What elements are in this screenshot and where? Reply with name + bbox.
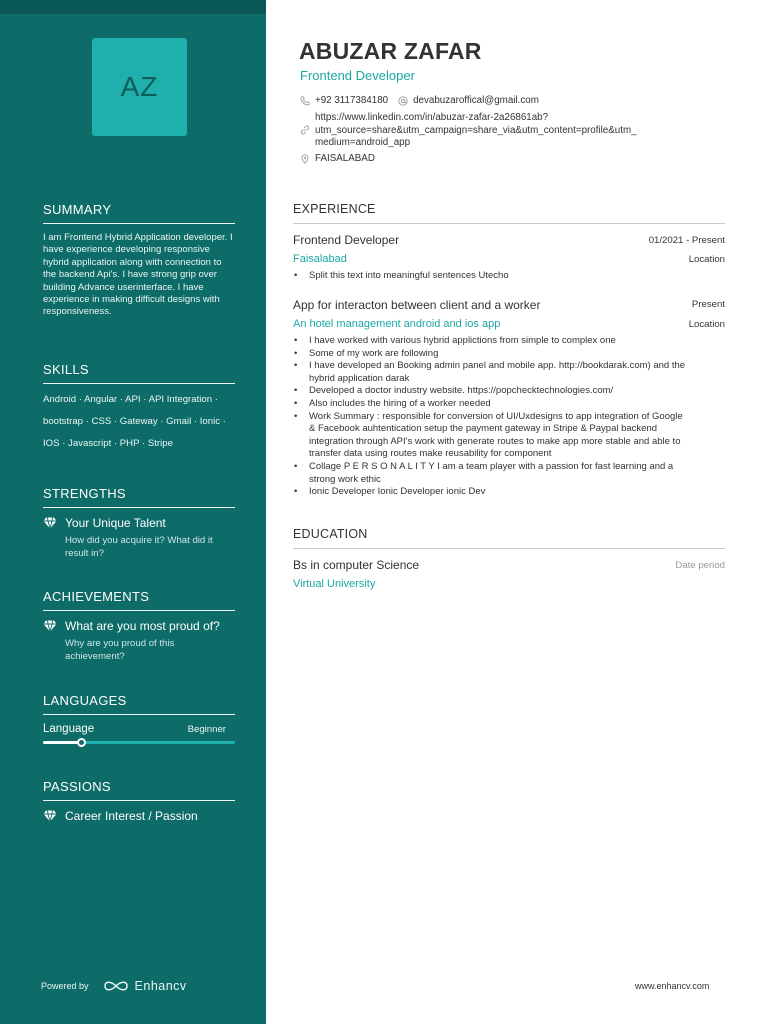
sidebar: [0, 0, 266, 1024]
powered-by-label: Powered by: [41, 981, 89, 991]
contact-linkedin: [300, 112, 637, 150]
bullet-line: • Developed a doctor industry website. https://popchecktechnologies.com/: [309, 385, 614, 397]
bullet-line: • Also includes the hiring of a worker needed: [309, 397, 491, 409]
enhancv-logo-text: Enhancv: [134, 979, 187, 993]
experience-title: EXPERIENCE: [293, 202, 725, 224]
linkedin-url-line: utm_source=share&utm_campaign=share_via&utm_content=profile&utm_: [315, 124, 637, 136]
strengths-title: STRENGTHS: [43, 486, 235, 508]
language-name: Language: [43, 723, 95, 735]
languages-title: LANGUAGES: [43, 693, 235, 715]
bullet-item: [293, 486, 725, 499]
skills-line: bootstrap · CSS · Gateway · Gmail · Ionic ·: [43, 416, 226, 427]
bullet-line: • Some of my work are following: [309, 347, 439, 359]
linkedin-url[interactable]: [315, 112, 637, 150]
contact-phone-email: [300, 95, 539, 106]
achievement-description: Why are you proud of this achievement?: [65, 638, 175, 662]
bullet-line: strong work ethic: [309, 473, 381, 485]
summary-title: SUMMARY: [43, 202, 235, 224]
experience-company: An hotel management android and ios app: [293, 318, 501, 330]
bullet-item: [293, 385, 725, 398]
bullet-item: [293, 411, 725, 461]
bullet-line: • I have worked with various hybrid applictions from simple to complex one: [309, 335, 616, 346]
bullet-line: hybrid application darak: [309, 372, 410, 384]
passion-item: [43, 809, 235, 823]
phone-icon: [300, 96, 310, 106]
diamond-icon: [43, 810, 57, 822]
skills-section: [43, 362, 235, 450]
candidate-role: Frontend Developer: [300, 68, 415, 83]
education-title: EDUCATION: [293, 527, 725, 549]
education-period: Date period: [675, 560, 725, 571]
link-icon: [300, 125, 310, 135]
passions-section: [43, 779, 235, 823]
enhancv-logo-icon: [103, 979, 129, 993]
contact-location: [300, 153, 375, 164]
bullet-item: [293, 360, 725, 385]
bullet-item: • Split this text into meaningful sentences Utecho: [293, 270, 725, 283]
bullet-line: • I have developed an Booking admin panel and mobile app. http://bookdarak.com) and the: [309, 360, 686, 372]
experience-company: Faisalabad: [293, 253, 347, 265]
strengths-section: [43, 486, 235, 560]
language-proficiency-fill: [43, 741, 81, 744]
linkedin-url-line: https://www.linkedin.com/in/abuzar-zafar-2a26861ab?: [315, 112, 549, 123]
strength-description: How did you acquire it? What did it result in?: [65, 535, 213, 559]
bullet-line: • Ionic Developer Ionic Developer ionic Dev: [309, 486, 486, 498]
bullet-item: [293, 335, 725, 348]
achievement-title: What are you most proud of?: [65, 619, 220, 633]
at-icon: [398, 96, 408, 106]
summary-section: [43, 202, 235, 319]
bullet-item: [293, 398, 725, 411]
sidebar-top-band: [0, 0, 266, 14]
enhancv-website-link[interactable]: www.enhancv.com: [635, 981, 710, 991]
experience-location: Location: [688, 254, 725, 265]
strength-item: [43, 516, 235, 560]
education-degree: Bs in computer Science: [293, 558, 420, 572]
phone-number[interactable]: +92 3117384180: [315, 95, 389, 106]
avatar: [92, 38, 187, 136]
experience-position: Frontend Developer: [293, 233, 400, 247]
diamond-icon: [43, 620, 57, 632]
linkedin-url-line: medium=android_app: [315, 137, 411, 149]
location-pin-icon: [300, 154, 310, 164]
achievements-title: ACHIEVEMENTS: [43, 589, 235, 611]
skills-line: Android · Angular · API · API Integration ·: [43, 394, 218, 405]
bullet-item: [293, 461, 725, 486]
bullet-line: transfer data using routes make reusability for component: [309, 448, 552, 460]
skills-title: SKILLS: [43, 362, 235, 384]
candidate-name: ABUZAR ZAFAR: [299, 38, 482, 64]
location-text: FAISALABAD: [315, 153, 375, 164]
bullet-line: integration through API's work with generate routes to make app more stable and able to: [309, 435, 681, 447]
experience-position: App for interacton between client and a worker: [293, 298, 541, 312]
achievements-section: [43, 589, 235, 663]
language-proficiency-knob: [77, 738, 86, 747]
education-school: Virtual University: [293, 578, 376, 590]
experience-dates: 01/2021 - Present: [648, 235, 725, 246]
passion-title: Career Interest / Passion: [65, 809, 198, 823]
experience-location: Location: [688, 319, 725, 330]
skills-line: IOS · Javascript · PHP · Stripe: [43, 438, 173, 449]
achievement-item: [43, 619, 235, 663]
experience-dates: Present: [691, 299, 725, 310]
email-address[interactable]: devabuzaroffical@gmail.com: [413, 95, 539, 106]
strength-title: Your Unique Talent: [65, 516, 166, 530]
bullet-line: & Facebook auhtentication setup the payment gateway in Stripe & Paypal backend: [309, 423, 658, 435]
summary-text: I am Frontend Hybrid Application developer. I have experience developing responsive hybrid application along with connection to the backend Api's. I have strong grip over building Advance userinterface. I have experience in making difficult designs with responsiveness.: [43, 232, 233, 318]
avatar-initials: AZ: [120, 71, 159, 102]
language-proficiency-bar: [43, 741, 235, 744]
language-item: [43, 723, 235, 735]
bullet-line: • Work Summary : responsible for conversion of UI/Uxdesigns to app integration of Google: [309, 410, 683, 422]
experience-bullets: [293, 335, 725, 499]
languages-section: [43, 693, 235, 744]
diamond-icon: [43, 517, 57, 529]
language-level: Beginner: [187, 724, 226, 735]
passions-title: PASSIONS: [43, 779, 235, 801]
experience-bullets: [293, 270, 725, 283]
powered-by[interactable]: [41, 979, 187, 993]
bullet-item: [293, 348, 725, 361]
bullet-line: • Collage P E R S O N A L I T Y I am a team player with a passion for fast learning and a: [309, 460, 674, 472]
